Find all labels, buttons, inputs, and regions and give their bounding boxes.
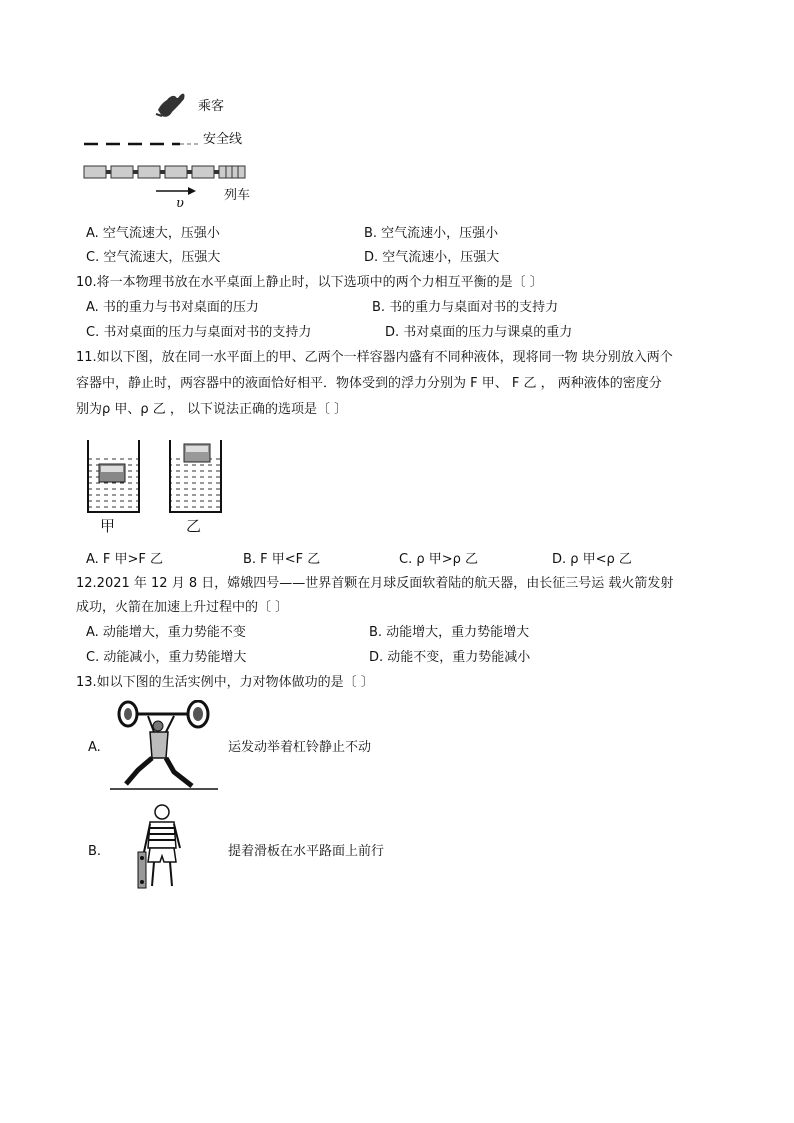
velocity-symbol: υ — [176, 196, 184, 211]
container-yi — [170, 440, 221, 512]
q12-option-b: B. 动能增大，重力势能增大 — [369, 625, 530, 640]
safety-line-label: 安全线 — [203, 132, 243, 147]
q13-option-a-text: 运发动举着杠铃静止不动 — [228, 740, 372, 755]
q13-option-b-letter: B. — [88, 844, 102, 859]
q11-stem-line1: 11.如以下图，放在同一水平面上的甲、乙两个一样容器内盛有不同种液体，现将同一物 块分别放入两个 — [76, 350, 673, 365]
train-label: 列车 — [224, 188, 251, 203]
q9-option-c: C. 空气流速大，压强大 — [86, 250, 221, 265]
q12-option-c: C. 动能减小，重力势能增大 — [86, 650, 247, 665]
q12-option-a: A. 动能增大，重力势能不变 — [86, 625, 246, 640]
q9-option-d: D. 空气流速小，压强大 — [364, 250, 500, 265]
q11-stem-line2: 容器中，静止时，两容器中的液面恰好相平．物体受到的浮力分别为 F 甲、 F 乙 ， 两种液体的密度分 — [76, 376, 662, 391]
weightlifter-icon — [108, 700, 220, 792]
q10-option-b: B. 书的重力与桌面对书的支持力 — [372, 300, 559, 315]
q10-option-d: D. 书对桌面的压力与课桌的重力 — [385, 325, 573, 340]
q9-option-a: A. 空气流速大，压强小 — [86, 226, 220, 241]
q11-option-b: B. F 甲<F 乙 — [243, 552, 321, 567]
boy-with-skateboard-image — [128, 802, 198, 894]
container-label-yi: 乙 — [186, 517, 202, 535]
train-cars — [84, 166, 245, 178]
velocity-arrow — [156, 187, 196, 195]
q10-stem: 10.将一本物理书放在水平桌面上静止时，以下选项中的两个力相互平衡的是〔 〕 — [76, 275, 543, 290]
q11-option-a: A. F 甲>F 乙 — [86, 552, 164, 567]
q13-stem: 13.如以下图的生活实例中，力对物体做功的是〔 〕 — [76, 675, 374, 690]
q12-stem-line1: 12.2021 年 12 月 8 日，嫦娥四号——世界首颗在月球反面软着陆的航天器，由长征三号运 载火箭发射 — [76, 576, 674, 591]
boy-skateboard-icon — [128, 802, 198, 894]
q10-option-a: A. 书的重力与书对桌面的压力 — [86, 300, 259, 315]
q13-option-b-text: 提着滑板在水平路面上前行 — [228, 844, 385, 859]
passenger-icon — [156, 94, 185, 117]
q11-option-c: C. ρ 甲>ρ 乙 — [399, 552, 479, 567]
q10-option-c: C. 书对桌面的压力与桌面对书的支持力 — [86, 325, 312, 340]
weightlifter-image — [108, 700, 220, 792]
container-jia — [88, 440, 139, 512]
q9-option-b: B. 空气流速小，压强小 — [364, 226, 499, 241]
q11-stem-line3: 别为ρ 甲、ρ 乙 ， 以下说法正确的选项是〔 〕 — [76, 402, 348, 417]
q13-option-a-letter: A. — [88, 740, 101, 755]
q12-stem-line2: 成功，火箭在加速上升过程中的〔 〕 — [76, 600, 289, 615]
q11-option-d: D. ρ 甲<ρ 乙 — [552, 552, 632, 567]
q12-option-d: D. 动能不变，重力势能减小 — [369, 650, 531, 665]
passenger-label: 乘客 — [198, 99, 225, 114]
container-label-jia: 甲 — [100, 517, 116, 535]
